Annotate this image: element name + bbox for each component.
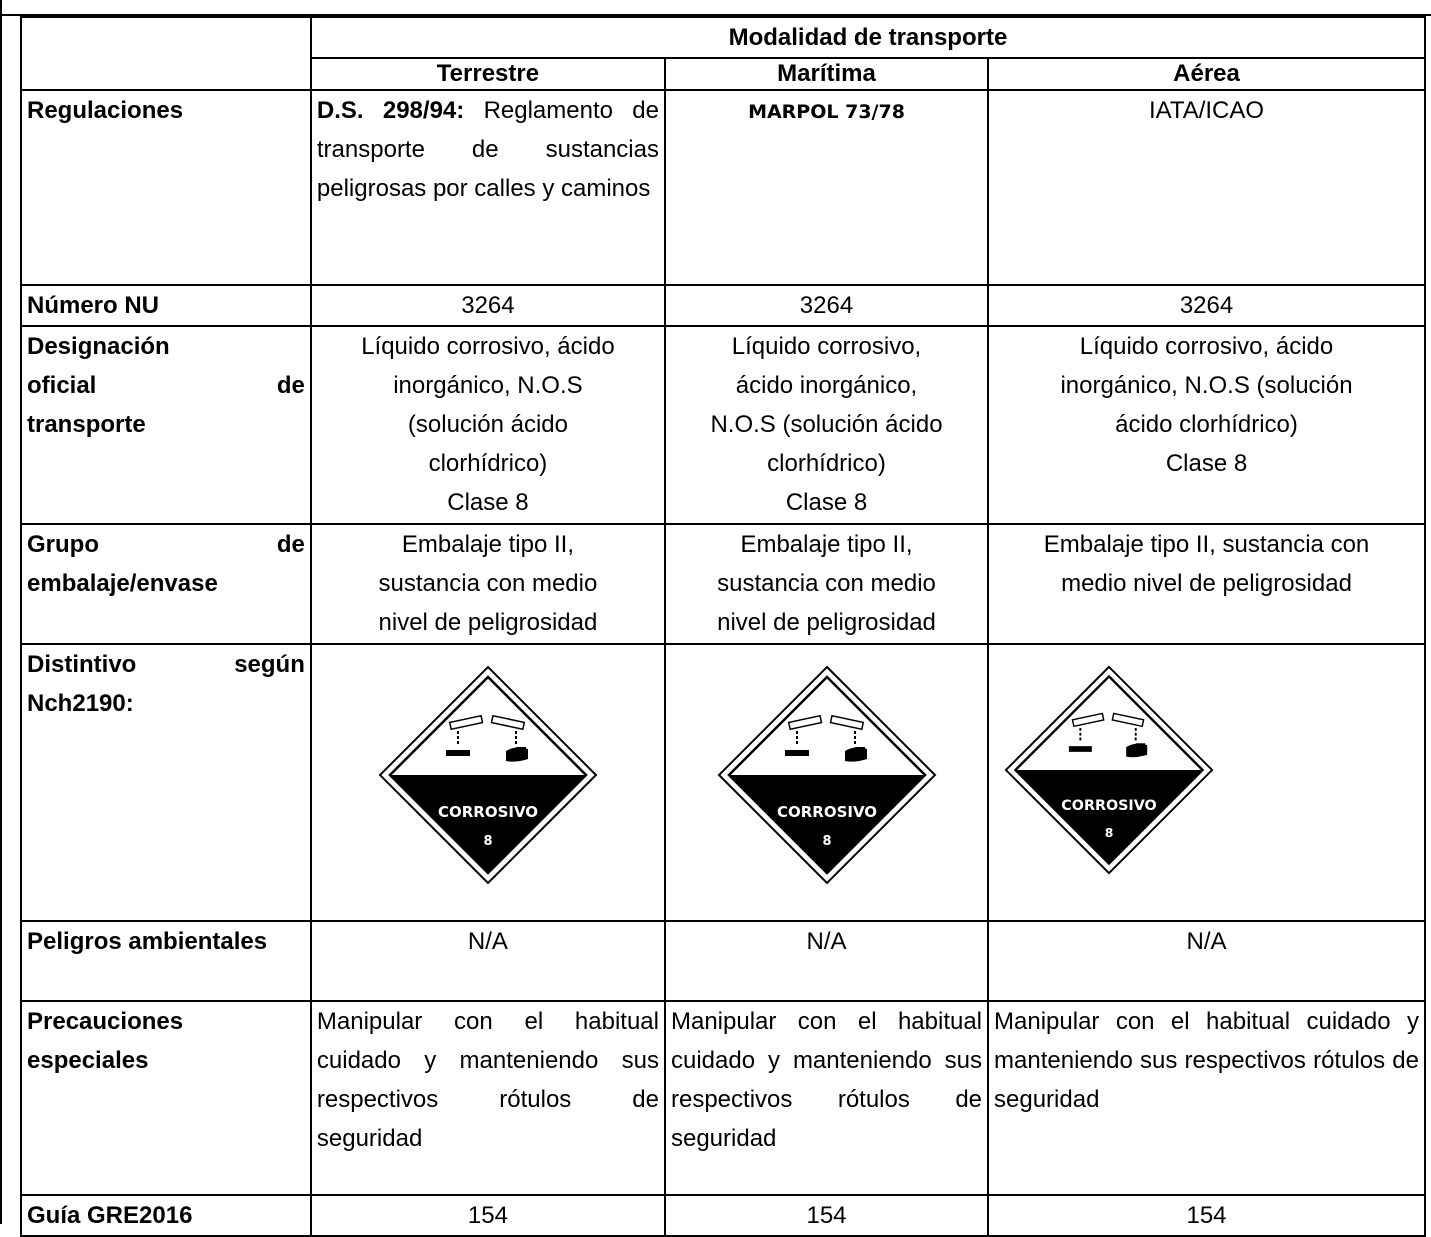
peligros-terrestre: N/A xyxy=(311,921,665,1001)
precauciones-maritima: Manipular con el habitual cuidado y manteniendo sus respectivos rótulos de seguridad xyxy=(665,1001,988,1195)
text-line: medio nivel de peligrosidad xyxy=(1061,570,1352,597)
grupo-terrestre xyxy=(311,524,665,644)
header-mode-maritima: Marítima xyxy=(665,58,988,90)
row-label-grupo xyxy=(21,524,311,644)
distintivo-label-line1 xyxy=(27,645,305,684)
sign-container xyxy=(994,645,1419,911)
grupo-aerea xyxy=(988,524,1425,644)
numero-nu-maritima: 3264 xyxy=(665,285,988,326)
text-line: Embalaje tipo II, xyxy=(740,531,913,558)
row-label-regulaciones: Regulaciones xyxy=(21,90,311,285)
regulation-description: Reglamento de transporte de sustancias peligrosas por calles y caminos xyxy=(316,97,659,202)
text-line: inorgánico, N.O.S xyxy=(393,372,583,399)
text-line: inorgánico, N.O.S (solución xyxy=(1060,372,1353,399)
designacion-label-word-a: oficial xyxy=(27,372,97,399)
designacion-terrestre xyxy=(311,326,665,524)
corrosive-sign-icon xyxy=(1004,665,1214,875)
text-line: ácido inorgánico, xyxy=(735,372,918,399)
transport-info-table xyxy=(20,16,1426,1237)
row-precauciones xyxy=(21,1001,1425,1195)
text-line: clorhídrico) xyxy=(767,450,886,477)
sign-class: 8 xyxy=(821,834,832,849)
text-line: nivel de peligrosidad xyxy=(717,609,936,636)
row-label-precauciones: Precauciones especiales xyxy=(21,1001,311,1195)
text-line: Clase 8 xyxy=(1165,450,1248,477)
text-line: ácido clorhídrico) xyxy=(1115,411,1298,438)
header-mode-terrestre: Terrestre xyxy=(311,58,665,90)
grupo-maritima xyxy=(665,524,988,644)
row-regulaciones xyxy=(21,90,1425,285)
peligros-maritima: N/A xyxy=(665,921,988,1001)
guia-maritima: 154 xyxy=(665,1195,988,1236)
precauciones-aerea: Manipular con el habitual cuidado y manteniendo sus respectivos rótulos de seguridad xyxy=(988,1001,1425,1195)
page-left-rule xyxy=(0,0,2,1224)
corrosive-sign-icon xyxy=(717,665,937,885)
designacion-label-word-b: de xyxy=(276,372,305,399)
distintivo-maritima xyxy=(665,644,988,921)
header-row-group xyxy=(21,17,1425,58)
distintivo-label-word-b: según xyxy=(234,651,305,678)
designacion-label-line1: Designación xyxy=(27,333,170,360)
grupo-label-word-b: de xyxy=(276,531,305,558)
row-designacion xyxy=(21,326,1425,524)
header-mode-aerea: Aérea xyxy=(988,58,1425,90)
row-peligros xyxy=(21,921,1425,1001)
designacion-aerea xyxy=(988,326,1425,524)
distintivo-label-word-a: Distintivo xyxy=(27,651,137,678)
text-line: (solución ácido xyxy=(407,411,568,438)
row-numero-nu xyxy=(21,285,1425,326)
row-label-peligros: Peligros ambientales xyxy=(21,921,311,1001)
precauciones-terrestre: Manipular con el habitual cuidado y manteniendo sus respectivos rótulos de seguridad xyxy=(311,1001,665,1195)
numero-nu-aerea: 3264 xyxy=(988,285,1425,326)
designacion-maritima xyxy=(665,326,988,524)
header-group-title: Modalidad de transporte xyxy=(311,17,1425,58)
guia-terrestre: 154 xyxy=(311,1195,665,1236)
regulaciones-terrestre xyxy=(311,90,665,285)
row-grupo xyxy=(21,524,1425,644)
row-distintivo xyxy=(21,644,1425,921)
sign-text: CORROSIVO xyxy=(776,803,877,821)
grupo-label-word-a: Grupo xyxy=(27,531,99,558)
sign-text: CORROSIVO xyxy=(1061,798,1157,815)
row-label-guia: Guía GRE2016 xyxy=(21,1195,311,1236)
designacion-label-line2 xyxy=(27,366,305,405)
sign-class: 8 xyxy=(483,834,493,849)
distintivo-terrestre xyxy=(311,644,665,921)
grupo-label-line1 xyxy=(27,525,305,564)
text-line: Líquido corrosivo, ácido xyxy=(361,333,615,360)
text-line: Embalaje tipo II, sustancia con xyxy=(1043,531,1370,558)
peligros-aerea: N/A xyxy=(988,921,1425,1001)
regulaciones-maritima xyxy=(665,90,988,285)
distintivo-aerea xyxy=(988,644,1425,921)
text-line: Líquido corrosivo, xyxy=(731,333,922,360)
text-line: Embalaje tipo II, xyxy=(401,531,574,558)
text-line: N.O.S (solución ácido xyxy=(710,411,943,438)
row-label-designacion xyxy=(21,326,311,524)
regulaciones-aerea: IATA/ICAO xyxy=(988,90,1425,285)
text-line: sustancia con medio xyxy=(717,570,936,597)
guia-aerea: 154 xyxy=(988,1195,1425,1236)
text-line: clorhídrico) xyxy=(428,450,548,477)
text-line: Clase 8 xyxy=(785,489,868,516)
grupo-label-line2: embalaje/envase xyxy=(27,570,218,597)
text-line: Clase 8 xyxy=(447,489,529,516)
text-line: Líquido corrosivo, ácido xyxy=(1079,333,1334,360)
row-guia xyxy=(21,1195,1425,1236)
sign-container xyxy=(671,645,982,911)
header-empty-cell xyxy=(21,17,311,90)
regulation-code: D.S. 298/94: xyxy=(316,97,465,124)
marpol-text: MARPOL 73/78 xyxy=(748,101,905,123)
sign-text: CORROSIVO xyxy=(437,803,538,821)
sign-class: 8 xyxy=(1104,824,1114,840)
designacion-label-line3: transporte xyxy=(27,411,146,438)
text-line: nivel de peligrosidad xyxy=(378,609,598,636)
corrosive-sign-icon xyxy=(378,665,598,885)
row-label-distintivo xyxy=(21,644,311,921)
row-label-numero-nu: Número NU xyxy=(21,285,311,326)
numero-nu-terrestre: 3264 xyxy=(311,285,665,326)
sign-container xyxy=(317,645,659,911)
text-line: sustancia con medio xyxy=(378,570,598,597)
distintivo-label-line2: Nch2190: xyxy=(27,690,134,717)
